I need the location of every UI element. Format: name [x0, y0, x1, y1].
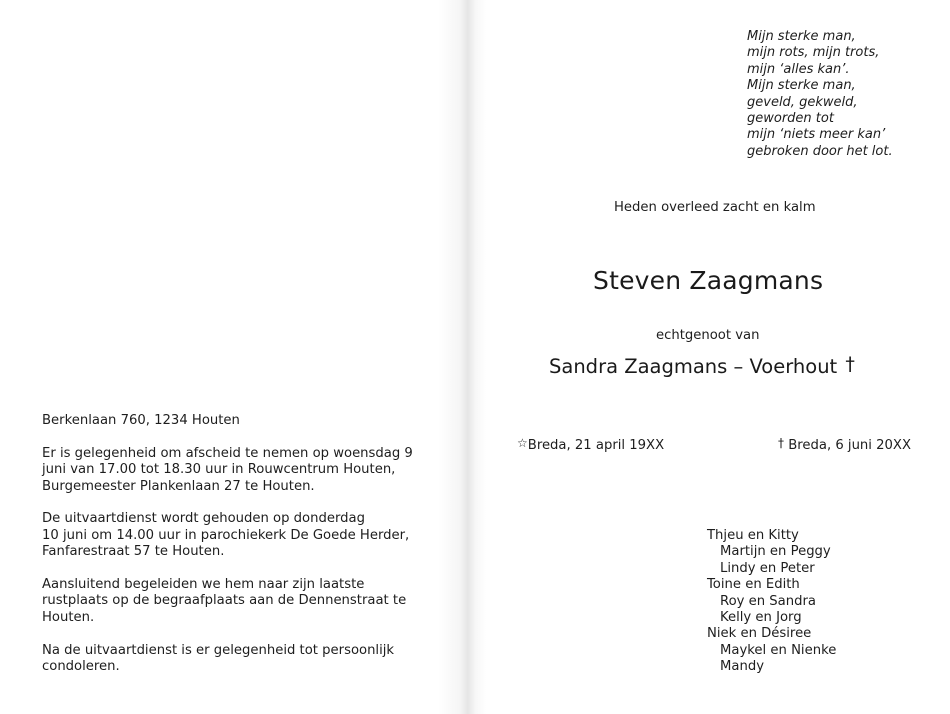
poem-line: mijn ‘niets meer kan’	[747, 127, 886, 143]
spouse-name: Sandra Zaagmans – Voerhout	[549, 355, 838, 378]
farewell-text: Er is gelegenheid om afscheid te nemen op woensdag 9 juni van 17.00 tot 18.30 uur in Rouwcentrum Houten, Burgemeester Plankenlaan 27 te Houten.	[42, 445, 413, 494]
star-icon: ☆	[517, 436, 528, 450]
relation-text: echtgenoot van	[656, 328, 760, 343]
family-member: Toine en Edith	[707, 577, 800, 593]
service-text: De uitvaartdienst wordt gehouden op donderdag 10 juni om 14.00 uur in parochiekerk De Goede Herder, Fanfarestraat 57 te Houten.	[42, 511, 410, 560]
cross-icon: †	[778, 436, 784, 450]
family-member: Kelly en Jorg	[720, 610, 802, 626]
death-info	[778, 436, 911, 453]
poem-line: mijn rots, mijn trots,	[747, 45, 880, 61]
family-member: Martijn en Peggy	[720, 544, 831, 560]
burial-text: Aansluitend begeleiden we hem naar zijn laatste rustplaats op de begraafplaats aan de Dennenstraat te Houten.	[42, 577, 407, 625]
poem-line: Mijn sterke man,	[747, 29, 856, 44]
poem-line: geworden tot	[747, 111, 834, 127]
address-text: Berkenlaan 760, 1234 Houten	[42, 413, 240, 428]
poem-line: geveld, gekweld,	[747, 94, 858, 110]
spouse-name-line	[549, 353, 855, 378]
poem-line: mijn ‘alles kan’.	[747, 61, 850, 77]
family-member: Niek en Désiree	[707, 626, 812, 642]
poem-line: Mijn sterke man,	[747, 78, 856, 94]
family-member: Lindy en Peter	[720, 560, 815, 576]
cross-icon: †	[845, 353, 855, 375]
family-member: Roy en Sandra	[720, 593, 816, 609]
family-member: Thjeu en Kitty	[707, 528, 799, 543]
deceased-name: Steven Zaagmans	[593, 266, 824, 295]
condolence-text: Na de uitvaartdienst is er gelegenheid tot persoonlijk condoleren.	[42, 642, 395, 675]
family-list	[707, 528, 836, 676]
birth-date: Breda, 21 april 19XX	[527, 438, 665, 453]
family-member: Mandy	[720, 659, 764, 675]
family-member: Maykel en Nienke	[720, 642, 837, 658]
poem-line: gebroken door het lot.	[747, 143, 893, 159]
birth-info	[517, 436, 664, 453]
poem	[747, 29, 893, 160]
death-date: Breda, 6 juni 20XX	[788, 438, 911, 453]
funeral-information	[42, 413, 442, 675]
announcement-intro: Heden overleed zacht en kalm	[614, 200, 816, 215]
